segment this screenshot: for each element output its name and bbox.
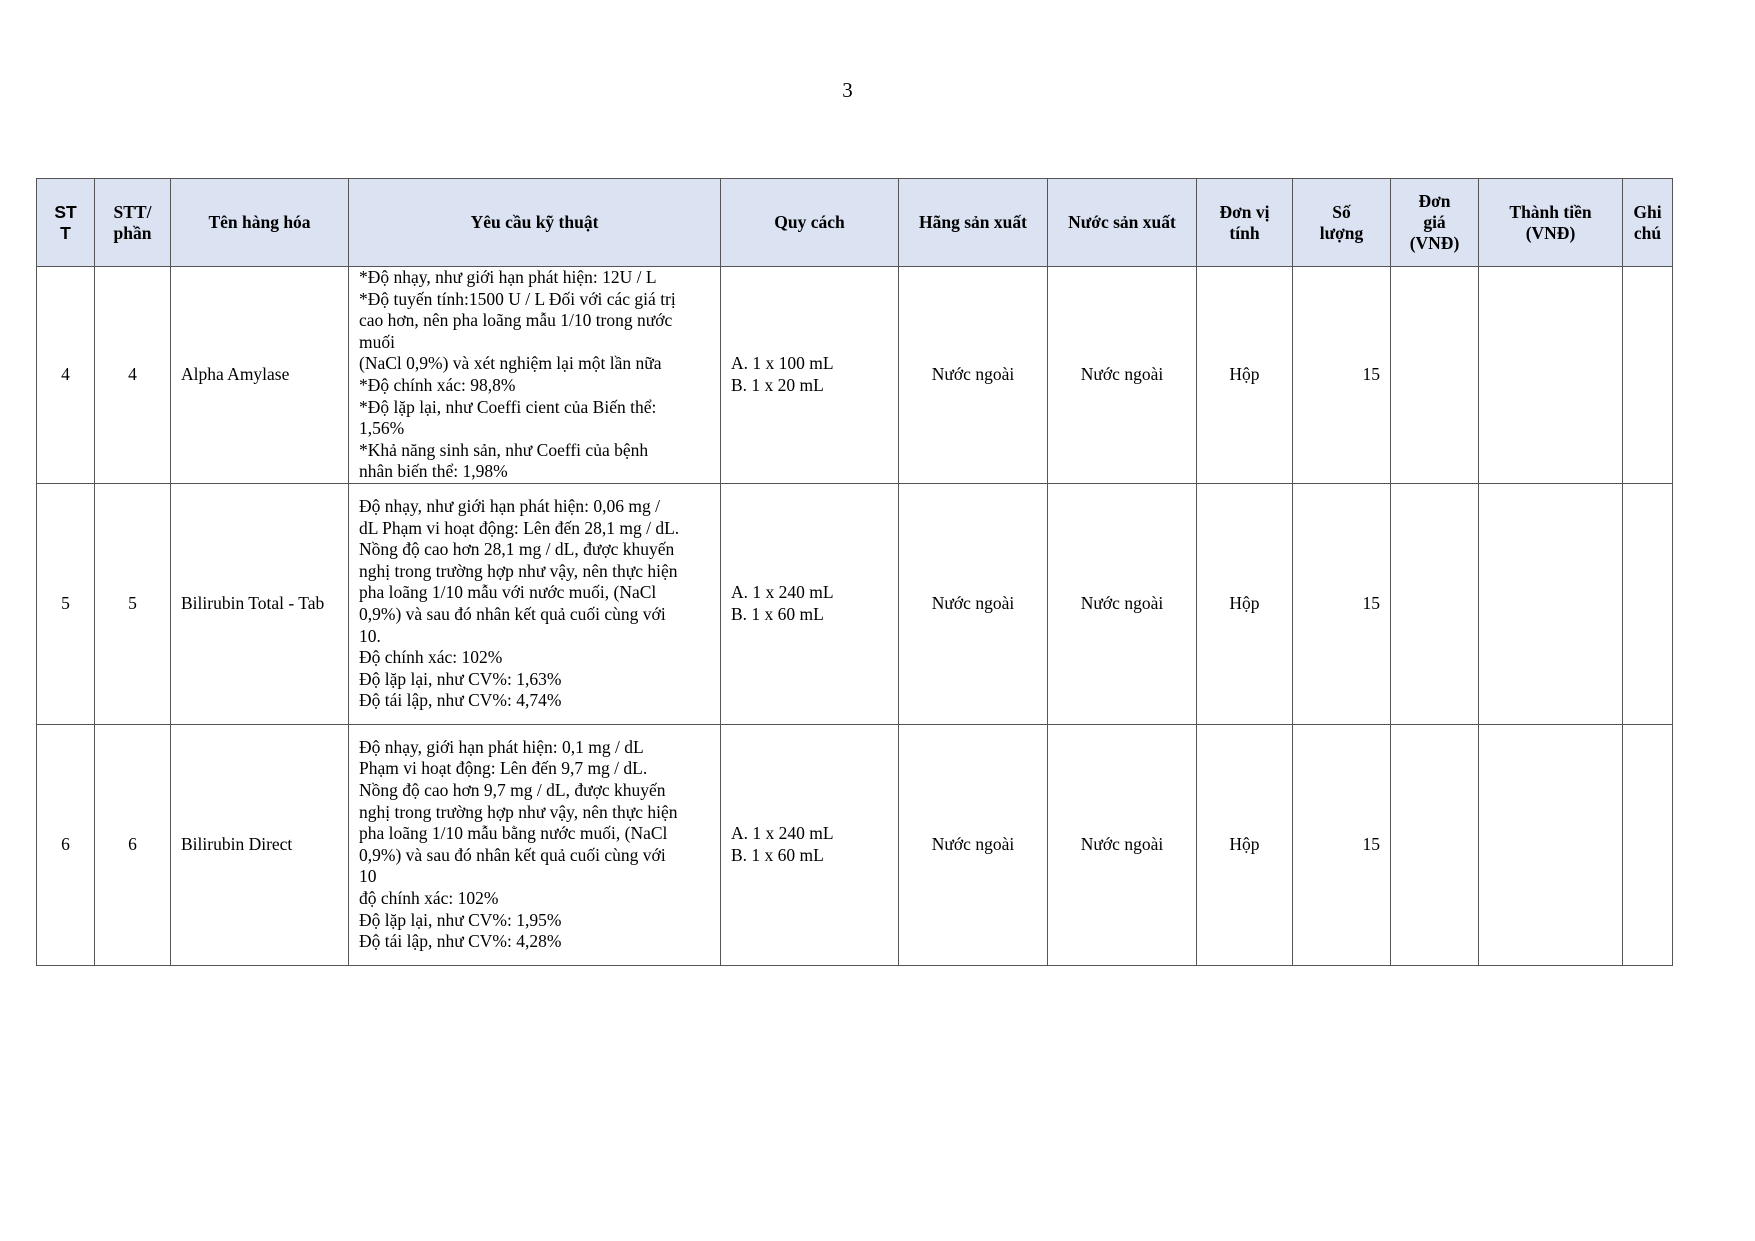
cell-spec: A. 1 x 240 mL B. 1 x 60 mL [721, 483, 899, 724]
cell-tech: Độ nhạy, giới hạn phát hiện: 0,1 mg / dL Phạm vi hoạt động: Lên đến 9,7 mg / dL. Nồng độ cao hơn 9,7 mg / dL, được khuyến nghị trong trường hợp như vậy, nên thực hiện pha loãng 1/10 mẫu bằng nước muối, (NaCl 0,9%) và sau đó nhân kết quả cuối cùng với 10 độ chính xác: 102% Độ lặp lại, như CV%: 1,95% Độ tái lập, như CV%: 4,28% [349, 724, 721, 965]
cell-qty: 15 [1293, 724, 1391, 965]
cell-unit: Hộp [1197, 483, 1293, 724]
page-number: 3 [842, 78, 853, 102]
product-spec-table [36, 178, 1673, 966]
header-name: Tên hàng hóa [171, 179, 349, 267]
header-price: Đơn giá (VNĐ) [1391, 179, 1479, 267]
header-manufacturer: Hãng sản xuất [899, 179, 1048, 267]
cell-stt: 4 [37, 267, 95, 484]
cell-stt-part: 4 [95, 267, 171, 484]
table-row [37, 483, 1673, 724]
header-total: Thành tiền (VNĐ) [1479, 179, 1623, 267]
cell-country: Nước ngoài [1048, 483, 1197, 724]
cell-note [1623, 267, 1673, 484]
cell-stt: 6 [37, 724, 95, 965]
header-note: Ghi chú [1623, 179, 1673, 267]
table-row [37, 267, 1673, 484]
header-qty: Số lượng [1293, 179, 1391, 267]
cell-manufacturer: Nước ngoài [899, 724, 1048, 965]
cell-stt-part: 5 [95, 483, 171, 724]
cell-unit: Hộp [1197, 267, 1293, 484]
cell-stt-part: 6 [95, 724, 171, 965]
cell-country: Nước ngoài [1048, 724, 1197, 965]
cell-total [1479, 267, 1623, 484]
cell-unit: Hộp [1197, 724, 1293, 965]
cell-price [1391, 724, 1479, 965]
cell-tech: *Độ nhạy, như giới hạn phát hiện: 12U / L *Độ tuyến tính:1500 U / L Đối với các giá trị cao hơn, nên pha loãng mẫu 1/10 trong nước muối (NaCl 0,9%) và xét nghiệm lại một lần nữa *Độ chính xác: 98,8% *Độ lặp lại, như Coeffi cient của Biến thể: 1,56% *Khả năng sinh sản, như Coeffi của bệnh nhân biến thể: 1,98% [349, 267, 721, 484]
cell-country: Nước ngoài [1048, 267, 1197, 484]
cell-stt: 5 [37, 483, 95, 724]
cell-name: Bilirubin Total - Tab [171, 483, 349, 724]
header-spec: Quy cách [721, 179, 899, 267]
cell-price [1391, 267, 1479, 484]
cell-total [1479, 483, 1623, 724]
cell-name: Alpha Amylase [171, 267, 349, 484]
cell-manufacturer: Nước ngoài [899, 267, 1048, 484]
header-stt-part: STT/ phần [95, 179, 171, 267]
cell-manufacturer: Nước ngoài [899, 483, 1048, 724]
header-row [37, 179, 1673, 267]
cell-note [1623, 724, 1673, 965]
cell-spec: A. 1 x 240 mL B. 1 x 60 mL [721, 724, 899, 965]
cell-tech: Độ nhạy, như giới hạn phát hiện: 0,06 mg / dL Phạm vi hoạt động: Lên đến 28,1 mg / dL. Nồng độ cao hơn 28,1 mg / dL, được khuyến nghị trong trường hợp như vậy, nên thực hiện pha loãng 1/10 mẫu với nước muối, (NaCl 0,9%) và sau đó nhân kết quả cuối cùng với 10. Độ chính xác: 102% Độ lặp lại, như CV%: 1,63% Độ tái lập, như CV%: 4,74% [349, 483, 721, 724]
header-stt: ST T [37, 179, 95, 267]
cell-name: Bilirubin Direct [171, 724, 349, 965]
cell-note [1623, 483, 1673, 724]
cell-qty: 15 [1293, 267, 1391, 484]
cell-price [1391, 483, 1479, 724]
table-row [37, 724, 1673, 965]
header-unit: Đơn vị tính [1197, 179, 1293, 267]
cell-qty: 15 [1293, 483, 1391, 724]
header-country: Nước sản xuất [1048, 179, 1197, 267]
cell-total [1479, 724, 1623, 965]
cell-spec: A. 1 x 100 mL B. 1 x 20 mL [721, 267, 899, 484]
header-tech: Yêu cầu kỹ thuật [349, 179, 721, 267]
